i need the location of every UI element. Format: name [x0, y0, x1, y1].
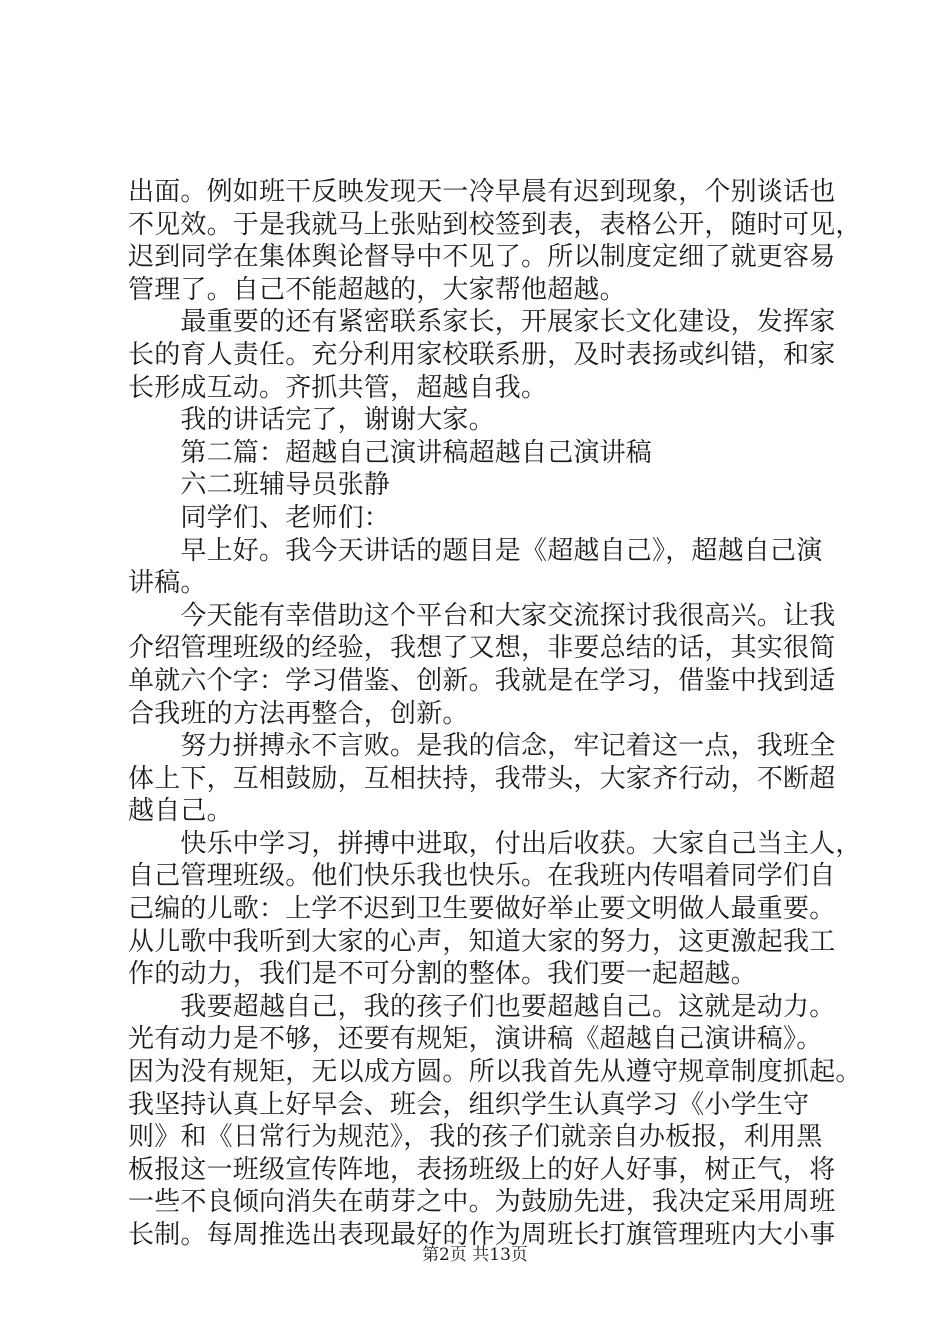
text-line: 长的育人责任。充分利用家校联系册，及时表扬或纠错，和家 [128, 339, 836, 370]
text-line: 我的讲话完了，谢谢大家。 [128, 405, 495, 436]
text-line: 光有动力是不够，还要有规矩，演讲稿《超越自己演讲稿》。 [128, 1024, 823, 1055]
text-line: 板报这一班级宣传阵地，表扬班级上的好人好事，树正气，将 [128, 1154, 836, 1185]
text-line: 早上好。我今天讲话的题目是《超越自己》，超越自己演 [128, 535, 823, 566]
text-line: 迟到同学在集体舆论督导中不见了。所以制度定细了就更容易 [128, 242, 836, 273]
text-line: 因为没有规矩，无以成方圆。所以我首先从遵守规章制度抓起。 [128, 1057, 862, 1088]
text-line: 自己管理班级。他们快乐我也快乐。在我班内传唱着同学们自 [128, 861, 836, 892]
text-line: 作的动力，我们是不可分割的整体。我们要一起超越。 [128, 959, 757, 990]
salutation: 同学们、老师们： [128, 502, 391, 533]
text-line: 则》和《日常行为规范》，我的孩子们就亲自办板报，利用黑 [128, 1122, 823, 1153]
text-line: 我坚持认真上好早会、班会，组织学生认真学习《小学生守 [128, 1089, 810, 1120]
text-line: 一些不良倾向消失在萌芽之中。为鼓励先进，我决定采用周班 [128, 1187, 836, 1218]
text-line: 我要超越自己，我的孩子们也要超越自己。这就是动力。 [128, 991, 836, 1022]
text-line: 长制。每周推选出表现最好的作为周班长打旗管理班内大小事 [128, 1220, 836, 1250]
text-line: 介绍管理班级的经验，我想了又想，非要总结的话，其实很简 [128, 633, 836, 664]
text-line: 今天能有幸借助这个平台和大家交流探讨我很高兴。让我 [128, 600, 836, 631]
text-line: 出面。例如班干反映发现天一冷早晨有迟到现象，个别谈话也 [128, 177, 836, 207]
section-heading: 第二篇：超越自己演讲稿超越自己演讲稿 [128, 437, 653, 468]
page-number-footer: 第2页 共13页 [422, 1245, 528, 1265]
author-line: 六二班辅导员张静 [128, 470, 391, 501]
text-line: 己编的儿歌：上学不迟到卫生要做好举止要文明做人最重要。 [128, 894, 836, 925]
text-line: 合我班的方法再整合，创新。 [128, 698, 469, 729]
text-line: 讲稿。 [128, 568, 207, 599]
text-line: 体上下，互相鼓励，互相扶持，我带头，大家齐行动，不断超 [128, 763, 836, 794]
text-line: 最重要的还有紧密联系家长，开展家长文化建设，发挥家 [128, 307, 836, 338]
text-line: 越自己。 [128, 796, 233, 827]
text-line: 不见效。于是我就马上张贴到校签到表，表格公开，随时可见， [128, 209, 862, 240]
text-line: 单就六个字：学习借鉴、创新。我就是在学习，借鉴中找到适 [128, 665, 836, 696]
document-body [128, 176, 868, 1252]
text-line: 从儿歌中我听到大家的心声，知道大家的努力，这更激起我工 [128, 926, 836, 957]
text-line: 长形成互动。齐抓共管，超越自我。 [128, 372, 548, 403]
text-line: 努力拼搏永不言败。是我的信念，牢记着这一点，我班全 [128, 731, 836, 762]
text-line: 快乐中学习，拼搏中进取，付出后收获。大家自己当主人， [128, 828, 862, 859]
text-line: 管理了。自己不能超越的，大家帮他超越。 [128, 274, 626, 305]
